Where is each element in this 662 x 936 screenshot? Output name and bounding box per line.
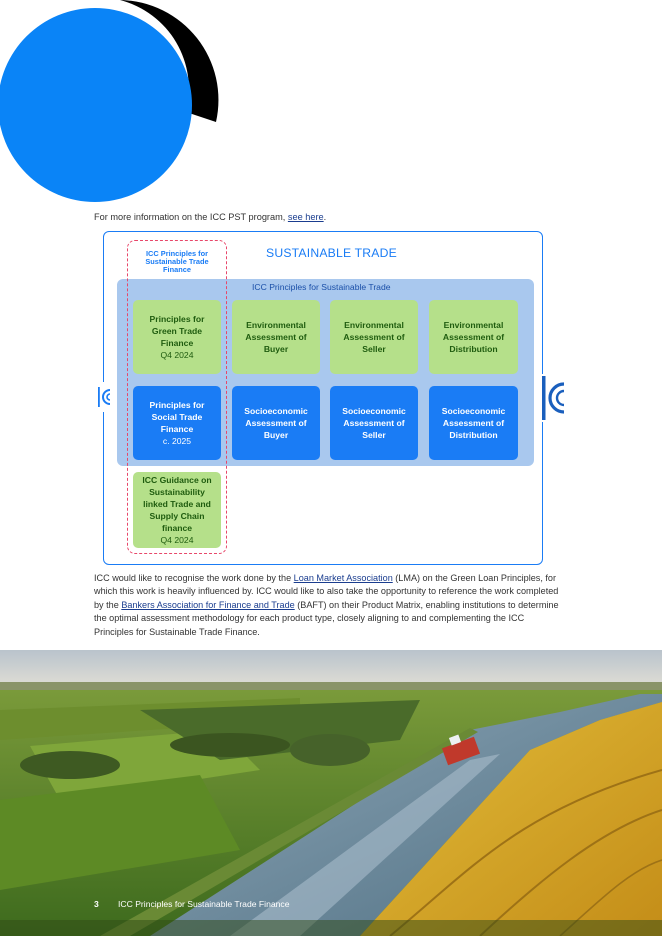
env-assessment-seller-card: Environmental Assessment of Seller xyxy=(330,300,418,374)
decorative-circle-graphic xyxy=(0,0,260,215)
guidance-sustainability-linked-card: ICC Guidance on Sustainability linked Trade and Supply Chain finance Q4 2024 xyxy=(133,472,221,548)
left-wave-icon xyxy=(96,382,114,412)
see-here-link[interactable]: see here xyxy=(287,212,324,222)
lma-link[interactable]: Loan Market Association xyxy=(293,573,393,583)
socio-assessment-buyer-card: Socioeconomic Assessment of Buyer xyxy=(232,386,320,460)
social-trade-finance-card: Principles for Social Trade Finance c. 2025 xyxy=(133,386,221,460)
panel-title: ICC Principles for Sustainable Trade xyxy=(252,282,391,292)
socio-assessment-distribution-card: Socioeconomic Assessment of Distribution xyxy=(429,386,518,460)
diagram-title: SUSTAINABLE TRADE xyxy=(266,246,397,260)
right-wave-icon xyxy=(538,374,568,422)
baft-link[interactable]: Bankers Association for Finance and Trade xyxy=(121,599,295,610)
intro-text: For more information on the ICC PST program, see here. xyxy=(94,212,327,222)
pstf-label: ICC Principles for Sustainable Trade Finance xyxy=(145,249,209,274)
pstf-dashed-boundary xyxy=(127,240,227,554)
env-assessment-distribution-card: Environmental Assessment of Distribution xyxy=(429,300,518,374)
socio-assessment-seller-card: Socioeconomic Assessment of Seller xyxy=(330,386,418,460)
acknowledgement-paragraph: ICC would like to recognise the work done by the Loan Market Association (LMA) on the Green Loan Principles, for which this work is heavily influenced by. ICC would like to also take the opportunity to reference the work completed by the Bankers Association for Finance and Trade (BAFT) on their Product Matrix, enabling institutions to determine the optimal assessment methodology for each product type, closely aligning to and complementing the ICC Principles for Sustainable Trade Finance. xyxy=(94,573,559,637)
canal-landscape-photo xyxy=(0,650,662,936)
page-number: 3 xyxy=(94,899,99,909)
env-assessment-buyer-card: Environmental Assessment of Buyer xyxy=(232,300,320,374)
footer-document-title: ICC Principles for Sustainable Trade Finance xyxy=(118,899,290,909)
green-trade-finance-card: Principles for Green Trade Finance Q4 2024 xyxy=(133,300,221,374)
